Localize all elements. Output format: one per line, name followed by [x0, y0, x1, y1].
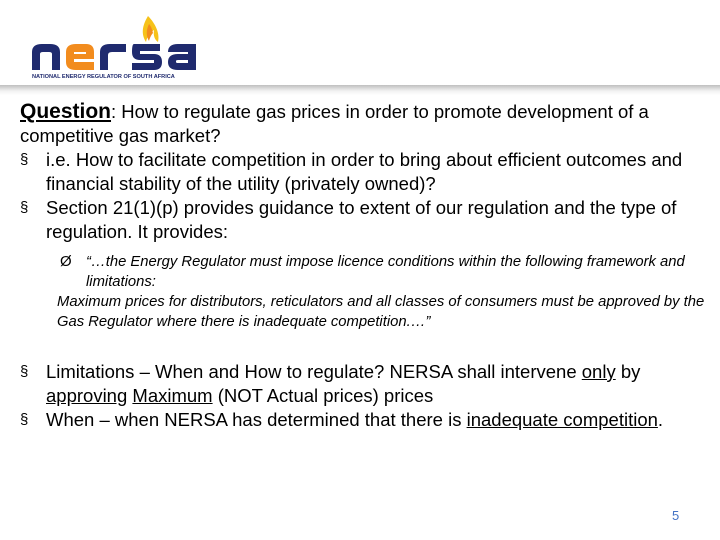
- bullet-marker: §: [20, 411, 29, 428]
- text-segment: When – when NERSA has determined that there is: [46, 409, 467, 430]
- underlined-term: Maximum: [132, 385, 213, 406]
- bullet-item: [20, 408, 710, 432]
- text-segment: (NOT Actual prices) prices: [212, 385, 434, 406]
- bullet-item: [20, 196, 710, 244]
- underlined-term: only: [581, 361, 616, 382]
- question-paragraph: [20, 100, 710, 148]
- header-divider: [0, 85, 720, 95]
- bullet-item: [20, 360, 710, 408]
- underlined-term: approving: [46, 385, 128, 406]
- page-number: 5: [672, 508, 680, 523]
- bullet-text: i.e. How to facilitate competition in order to bring about efficient outcomes and financial stability of the utility (privately owned)?: [46, 149, 683, 194]
- bullet-marker: §: [20, 199, 29, 216]
- bullet-text: Section 21(1)(p) provides guidance to extent of our regulation and the type of regulation. It provides:: [46, 197, 677, 242]
- logo-tagline: NATIONAL ENERGY REGULATOR OF SOUTH AFRICA: [32, 74, 175, 80]
- text-segment: by: [615, 361, 641, 382]
- arrow-bullet-icon: Ø: [60, 253, 72, 270]
- limitations-text: [46, 361, 640, 406]
- underlined-term: inadequate competition: [466, 409, 658, 430]
- bullet-item: [20, 148, 710, 196]
- bullet-marker: §: [20, 363, 29, 380]
- question-label: Question: [20, 100, 112, 123]
- quote-block: [20, 252, 710, 292]
- question-text: : How to regulate gas prices in order to promote development of a competitive gas market?: [20, 101, 649, 146]
- quote-line-2: Maximum prices for distributors, reticulators and all classes of consumers must be approved by the Gas Regulator where there is inadequate competition.…”: [57, 294, 705, 330]
- quote-line-1: “…the Energy Regulator must impose licence conditions within the following framework and limitations:: [86, 254, 685, 290]
- bullet-marker: §: [20, 151, 29, 168]
- when-text: [46, 409, 663, 430]
- nersa-logo: [28, 12, 218, 80]
- text-segment: .: [657, 409, 664, 430]
- text-segment: Limitations – When and How to regulate? NERSA shall intervene: [46, 361, 582, 382]
- slide-content: [20, 100, 710, 432]
